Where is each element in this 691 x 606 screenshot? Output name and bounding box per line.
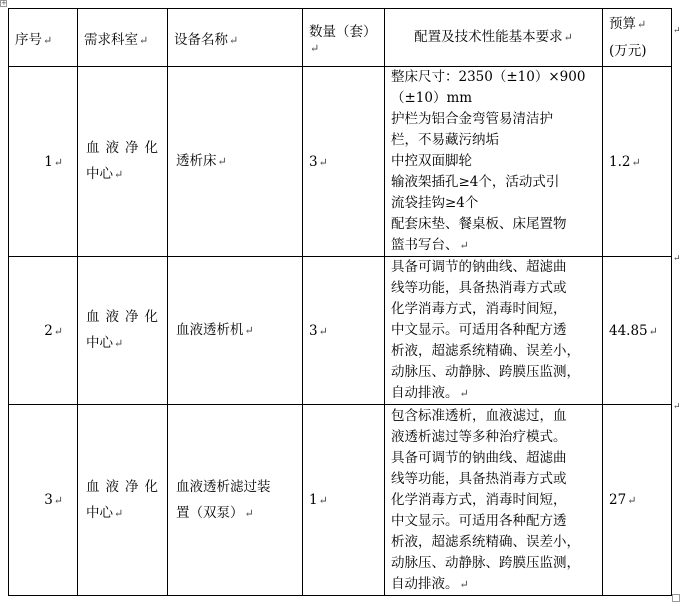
header-cell-name[interactable]: 设备名称↵ xyxy=(168,9,303,67)
header-cell-spec[interactable]: 配置及技术性能基本要求↵ xyxy=(385,9,603,67)
table-row xyxy=(9,67,672,257)
row-no-cell[interactable]: 3↵ xyxy=(9,405,78,596)
row-end-mark-icon: ↵ xyxy=(673,254,681,264)
header-cell-dept[interactable]: 需求科室↵ xyxy=(78,9,168,67)
table-row xyxy=(9,405,672,596)
row-name-cell[interactable]: 透析床↵ xyxy=(168,67,303,257)
table-row xyxy=(9,257,672,405)
row-spec-cell[interactable]: 具备可调节的钠曲线、超滤曲 线等功能，具备热消毒方式或 化学消毒方式，消毒时间短， 中文显示。可适用各种配方透 析液，超滤系统精确、误差小， 动脉压、动静脉、跨膜压监测， 自动排液。↵ xyxy=(385,257,603,405)
row-end-mark-icon: ↵ xyxy=(673,402,681,412)
row-qty-cell[interactable]: 1↵ xyxy=(303,405,385,596)
row-budget-cell[interactable]: 44.85↵ xyxy=(603,257,672,405)
row-end-mark-icon: ↵ xyxy=(673,26,681,36)
table-header-row xyxy=(9,9,672,67)
row-name-cell[interactable]: 血液透析滤过装 置（双泵）↵ xyxy=(168,405,303,596)
row-name-cell[interactable]: 血液透析机↵ xyxy=(168,257,303,405)
row-dept-cell[interactable]: 血液净化 中心↵ xyxy=(78,67,168,257)
row-qty-cell[interactable]: 3↵ xyxy=(303,67,385,257)
requirements-table xyxy=(8,8,672,596)
row-qty-cell[interactable]: 3↵ xyxy=(303,257,385,405)
header-cell-no[interactable]: 序号↵ xyxy=(9,9,78,67)
row-spec-cell[interactable]: 包含标准透析，血液滤过，血 液透析滤过等多种治疗模式。 具备可调节的钠曲线、超滤曲 线等功能，具备热消毒方式或 化学消毒方式，消毒时间短， 中文显示。可适用各种配方透 析液，超滤系统精确、误差小， 动脉压、动静脉、跨膜压监测， 自动排液。↵ xyxy=(385,405,603,596)
row-dept-cell[interactable]: 血液净化 中心↵ xyxy=(78,405,168,596)
table-move-handle-icon[interactable]: + xyxy=(1,0,7,7)
row-budget-cell[interactable]: 1.2↵ xyxy=(603,67,672,257)
row-budget-cell[interactable]: 27↵ xyxy=(603,405,672,596)
row-spec-cell[interactable]: 整床尺寸：2350（±10）×900 （±10）mm 护栏为铝合金弯管易清洁护 栏，不易藏污纳垢 中控双面脚轮 输液架插孔≥4个，活动式引 流袋挂钩≥4个 配套床垫、餐桌板、床尾置物 篮书写台、↵ xyxy=(385,67,603,257)
row-no-cell[interactable]: 2↵ xyxy=(9,257,78,405)
row-no-cell[interactable]: 1↵ xyxy=(9,67,78,257)
table-resize-handle-icon[interactable] xyxy=(672,594,680,602)
header-cell-budget[interactable]: 预算↵ (万元) xyxy=(603,9,672,67)
row-dept-cell[interactable]: 血液净化 中心↵ xyxy=(78,257,168,405)
header-cell-qty[interactable]: 数量（套）↵ xyxy=(303,9,385,67)
